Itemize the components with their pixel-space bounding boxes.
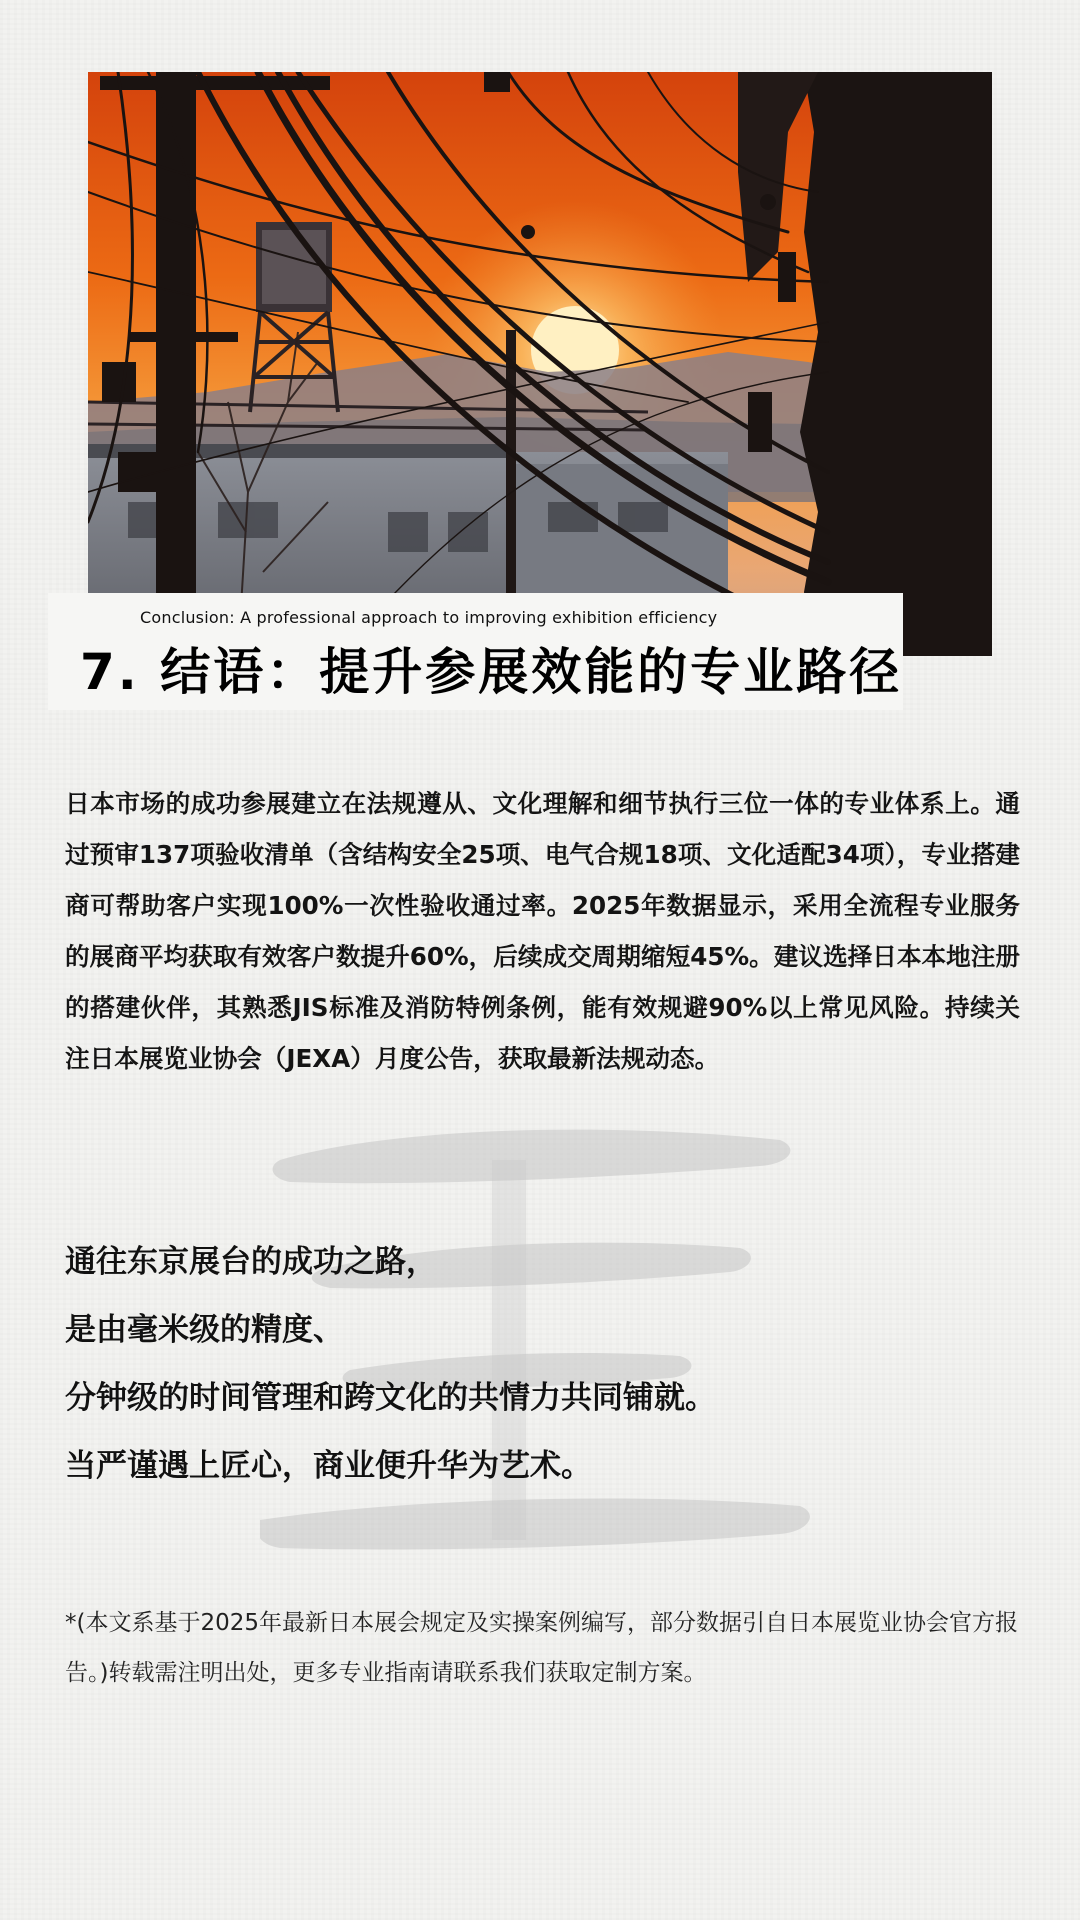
section-subtitle-en: Conclusion: A professional approach to improving exhibition efficiency	[140, 608, 718, 627]
conclusion-paragraph: 日本市场的成功参展建立在法规遵从、文化理解和细节执行三位一体的专业体系上。通过预审137项验收清单（含结构安全25项、电气合规18项、文化适配34项），专业搭建商可帮助客户实现100%一次性验收通过率。2025年数据显示，采用全流程专业服务的展商平均获取有效客户数提升60%，后续成交周期缩短45%。建议选择日本本地注册的搭建伙伴，其熟悉JIS标准及消防特例条例，能有效规避90%以上常见风险。持续关注日本展览业协会（JEXA）月度公告，获取最新法规动态。	[65, 789, 1020, 1073]
sunset-power-lines-photo	[88, 72, 992, 656]
quote-line: 当严谨遇上匠心，商业便升华为艺术。	[65, 1448, 592, 1484]
quote-line: 分钟级的时间管理和跨文化的共情力共同铺就。	[65, 1380, 716, 1416]
closing-quote	[65, 1228, 716, 1500]
footnote: *(本文系基于2025年最新日本展会规定及实操案例编写，部分数据引自日本展览业协会官方报告。)转载需注明出处，更多专业指南请联系我们获取定制方案。	[65, 1610, 1019, 1686]
quote-line: 是由毫米级的精度、	[65, 1312, 344, 1348]
quote-line: 通往东京展台的成功之路，	[65, 1244, 437, 1280]
section-title: 7. 结语：提升参展效能的专业路径	[80, 643, 903, 701]
